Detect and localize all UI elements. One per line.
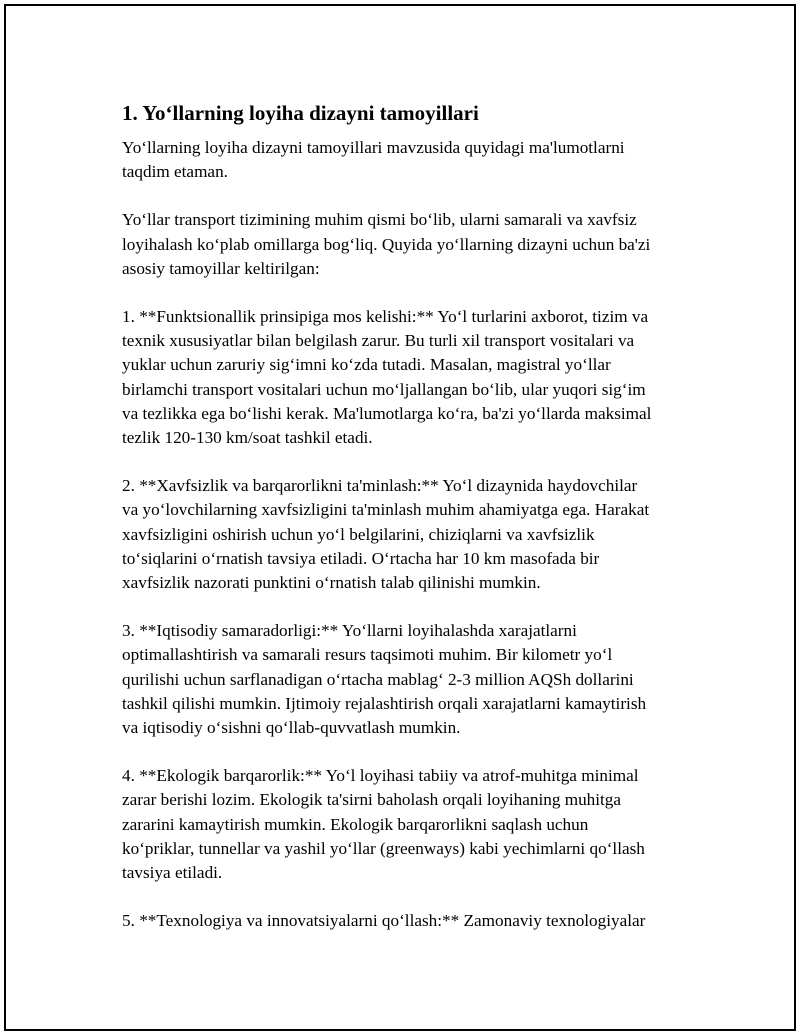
paragraph-intro xyxy=(122,136,696,184)
text-line: texnik xususiyatlar bilan belgilash zarur. Bu turli xil transport vositalari va xyxy=(122,331,635,351)
text-line: 4. **Ekologik barqarorlik:** Yo‘l loyihasi tabiiy va atrof-muhitga minimal xyxy=(122,766,639,786)
text-line: tavsiya etiladi. xyxy=(122,863,223,883)
page-title: 1. Yo‘llarning loyiha dizayni tamoyillari xyxy=(122,101,479,125)
text-line: xavfsizligini oshirish uchun yo‘l belgilarini, chiziqlarni va xavfsizlik xyxy=(122,524,595,544)
text-line: Yo‘llar transport tizimining muhim qismi bo‘lib, ularni samarali va xavfsiz xyxy=(122,210,637,230)
text-line: taqdim etaman. xyxy=(122,162,228,182)
paragraph-principle-3 xyxy=(122,619,696,740)
text-line: Yo‘llarning loyiha dizayni tamoyillari mavzusida quyidagi ma'lumotlarni xyxy=(122,138,625,157)
paragraph-principle-1 xyxy=(122,305,696,450)
text-line: 5. **Texnologiya va innovatsiyalarni qo‘llash:** Zamonaviy texnologiyalar xyxy=(122,911,646,931)
text-line: va tezlikka ega bo‘lishi kerak. Ma'lumotlarga ko‘ra, ba'zi yo‘llarda maksimal xyxy=(122,403,652,423)
text-line: birlamchi transport vositalari uchun mo‘ljallangan bo‘lib, ular yuqori sig‘im xyxy=(122,379,646,399)
text-line: va iqtisodiy o‘sishni qo‘llab-quvvatlash mumkin. xyxy=(122,718,461,738)
text-line: va yo‘lovchilarning xavfsizligini ta'minlash muhim ahamiyatga ega. Harakat xyxy=(122,500,650,520)
text-line: tashkil qilishi mumkin. Ijtimoiy rejalashtirish orqali xarajatlarni kamaytirish xyxy=(122,693,647,713)
text-line: 1. **Funktsionallik prinsipiga mos kelishi:** Yo‘l turlarini axborot, tizim va xyxy=(122,307,649,327)
text-line: asosiy tamoyillar keltirilgan: xyxy=(122,258,320,278)
text-line: yuklar uchun zaruriy sig‘imni ko‘zda tutadi. Masalan, magistral yo‘llar xyxy=(122,355,611,375)
text-line: optimallashtirish va samarali resurs taqsimoti muhim. Bir kilometr yo‘l xyxy=(122,645,613,665)
text-line: to‘siqlarini o‘rnatish tavsiya etiladi. O‘rtacha har 10 km masofada bir xyxy=(122,548,600,568)
document-body xyxy=(122,100,696,957)
text-line: 2. **Xavfsizlik va barqarorlikni ta'minlash:** Yo‘l dizaynida haydovchilar xyxy=(122,476,638,496)
paragraph-principle-5 xyxy=(122,909,696,933)
text-line: qurilishi uchun sarflanadigan o‘rtacha mablag‘ 2-3 million AQSh dollarini xyxy=(122,669,634,689)
text-line: zarar berishi lozim. Ekologik ta'sirni baholash orqali loyihaning muhitga xyxy=(122,790,622,810)
paragraph-overview xyxy=(122,208,696,281)
paragraph-principle-4 xyxy=(122,764,696,885)
text-line: zararini kamaytirish mumkin. Ekologik barqarorlikni saqlash uchun xyxy=(122,814,589,834)
text-line: tezlik 120-130 km/soat tashkil etadi. xyxy=(122,428,373,448)
text-line: 3. **Iqtisodiy samaradorligi:** Yo‘llarni loyihalashda xarajatlarni xyxy=(122,621,577,641)
paragraph-principle-2 xyxy=(122,474,696,595)
text-line: xavfsizlik nazorati punktini o‘rnatish talab qilinishi mumkin. xyxy=(122,573,541,593)
page-frame xyxy=(4,4,796,1031)
text-line: ko‘priklar, tunnellar va yashil yo‘llar (greenways) kabi yechimlarni qo‘llash xyxy=(122,838,645,858)
text-line: loyihalash ko‘plab omillarga bog‘liq. Quyida yo‘llarning dizayni uchun ba'zi xyxy=(122,234,651,254)
